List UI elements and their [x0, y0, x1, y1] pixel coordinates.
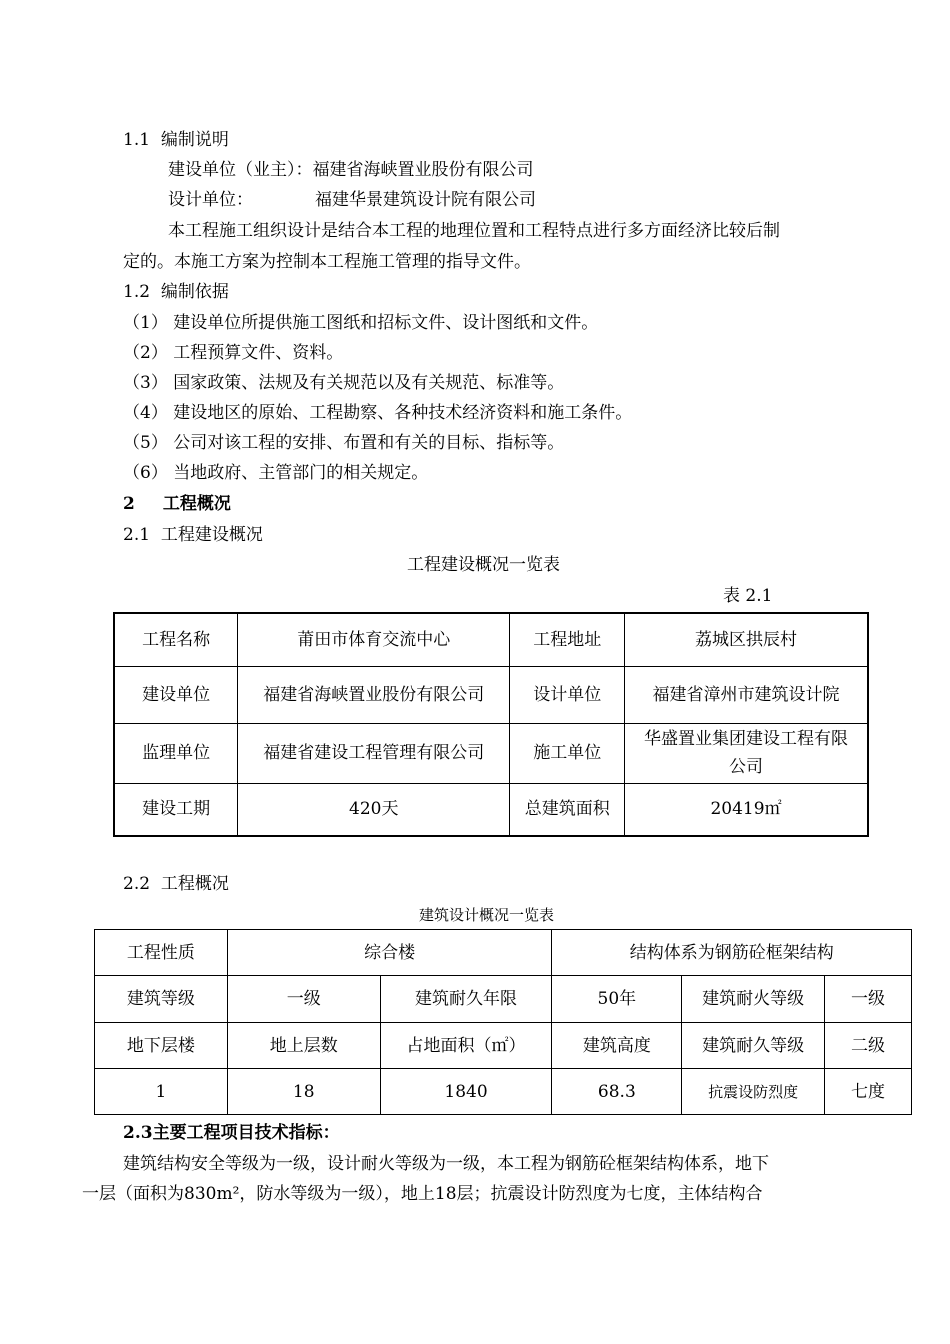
table-row: [114, 723, 868, 783]
section-number: 2.2: [123, 874, 151, 894]
basis-number: （3）: [123, 373, 168, 393]
section-1-2-heading: [123, 282, 229, 302]
basis-item: [123, 313, 598, 333]
section-title: 工程建设概况: [160, 525, 263, 545]
table-cell: 总建筑面积: [510, 783, 625, 836]
basis-number: （2）: [123, 343, 168, 363]
table-cell: 工程性质: [95, 930, 228, 976]
basis-number: （6）: [123, 463, 168, 483]
designer-line: [168, 190, 536, 210]
building-design-table: [94, 929, 912, 1115]
table-cell: 华盛置业集团建设工程有限公司: [625, 723, 868, 783]
table-cell: 福建省海峡置业股份有限公司: [238, 666, 510, 723]
table-cell: 建设单位: [114, 666, 238, 723]
table-row: [95, 976, 912, 1023]
basis-number: （1）: [123, 313, 168, 333]
table-row: [114, 783, 868, 836]
table-cell: 建筑耐久等级: [682, 1023, 825, 1069]
table-cell: 1840: [380, 1069, 552, 1115]
table2-caption: 建筑设计概况一览表: [419, 906, 555, 924]
basis-text: 公司对该工程的安排、布置和有关的目标、指标等。: [173, 433, 565, 453]
basis-text: 建设单位所提供施工图纸和招标文件、设计图纸和文件。: [173, 313, 599, 333]
table-row: [95, 930, 912, 976]
table-row: [95, 1023, 912, 1069]
section-2-2-heading: [123, 874, 229, 894]
basis-item: [123, 373, 564, 393]
table-cell: 50年: [552, 976, 682, 1023]
table-cell: 20419㎡: [625, 783, 868, 836]
section-title: 工程概况: [160, 874, 229, 894]
table-row: [114, 613, 868, 666]
table-cell: 监理单位: [114, 723, 238, 783]
table-cell: 建设工期: [114, 783, 238, 836]
table-cell: 420天: [238, 783, 510, 836]
table-cell: 建筑耐火等级: [682, 976, 825, 1023]
table-cell: 建筑高度: [552, 1023, 682, 1069]
table-cell: 建筑等级: [95, 976, 228, 1023]
basis-number: （5）: [123, 433, 168, 453]
section-title: 编制依据: [160, 282, 229, 302]
table-cell: 七度: [825, 1069, 912, 1115]
section-2-heading: [123, 494, 231, 514]
table-cell: 一级: [227, 976, 380, 1023]
table-cell: 1: [95, 1069, 228, 1115]
table-cell: 68.3: [552, 1069, 682, 1115]
basis-item: [123, 403, 632, 423]
paragraph-2-line-2: 一层（面积为830m²，防水等级为一级），地上18层；抗震设计防烈度为七度，主体结构合: [82, 1184, 763, 1204]
table-cell: 施工单位: [510, 723, 625, 783]
table-cell: 综合楼: [227, 930, 552, 976]
table-cell: 18: [227, 1069, 380, 1115]
table1-caption: 工程建设概况一览表: [407, 555, 560, 575]
basis-item: [123, 343, 343, 363]
designer-label: 设计单位：: [168, 190, 253, 210]
table-cell: 设计单位: [510, 666, 625, 723]
table1-number: 表 2.1: [723, 586, 773, 606]
section-number: 1.1: [123, 130, 151, 150]
table-cell: 工程名称: [114, 613, 238, 666]
table-cell: 结构体系为钢筋砼框架结构: [552, 930, 912, 976]
designer-value: 福建华景建筑设计院有限公司: [315, 190, 536, 210]
table-cell: 福建省漳州市建筑设计院: [625, 666, 868, 723]
table-cell: 工程地址: [510, 613, 625, 666]
table-row: [95, 1069, 912, 1115]
owner-line: 建设单位（业主）：福建省海峡置业股份有限公司: [168, 160, 534, 180]
basis-text: 当地政府、主管部门的相关规定。: [173, 463, 429, 483]
section-2-1-heading: [123, 525, 263, 545]
basis-item: [123, 463, 428, 483]
section-title: 编制说明: [160, 130, 229, 150]
table-row: [114, 666, 868, 723]
basis-text: 国家政策、法规及有关规范以及有关规范、标准等。: [173, 373, 565, 393]
basis-item: [123, 433, 564, 453]
table-cell: 二级: [825, 1023, 912, 1069]
section-number: 2: [123, 494, 135, 514]
table-cell: 莆田市体育交流中心: [238, 613, 510, 666]
basis-text: 工程预算文件、资料。: [173, 343, 344, 363]
table-cell: 地上层数: [227, 1023, 380, 1069]
section-1-1-heading: [123, 130, 229, 150]
table-cell: 占地面积（㎡）: [380, 1023, 552, 1069]
paragraph-1-line-1: 本工程施工组织设计是结合本工程的地理位置和工程特点进行多方面经济比较后制: [168, 221, 780, 241]
table-cell: 建筑耐久年限: [380, 976, 552, 1023]
basis-text: 建设地区的原始、工程勘察、各种技术经济资料和施工条件。: [173, 403, 633, 423]
table-cell: 抗震设防烈度: [682, 1069, 825, 1115]
table-cell: 福建省建设工程管理有限公司: [238, 723, 510, 783]
table-cell: 一级: [825, 976, 912, 1023]
table-cell: 荔城区拱辰村: [625, 613, 868, 666]
project-overview-table: [113, 612, 869, 837]
paragraph-2-line-1: 建筑结构安全等级为一级，设计耐火等级为一级，本工程为钢筋砼框架结构体系，地下: [123, 1154, 769, 1174]
section-number: 1.2: [123, 282, 151, 302]
section-2-3-heading: 2.3主要工程项目技术指标：: [123, 1123, 340, 1143]
section-number: 2.1: [123, 525, 151, 545]
table-cell: 地下层楼: [95, 1023, 228, 1069]
paragraph-1-line-2: 定的。本施工方案为控制本工程施工管理的指导文件。: [123, 252, 531, 272]
section-title: 工程概况: [162, 494, 231, 514]
basis-number: （4）: [123, 403, 168, 423]
